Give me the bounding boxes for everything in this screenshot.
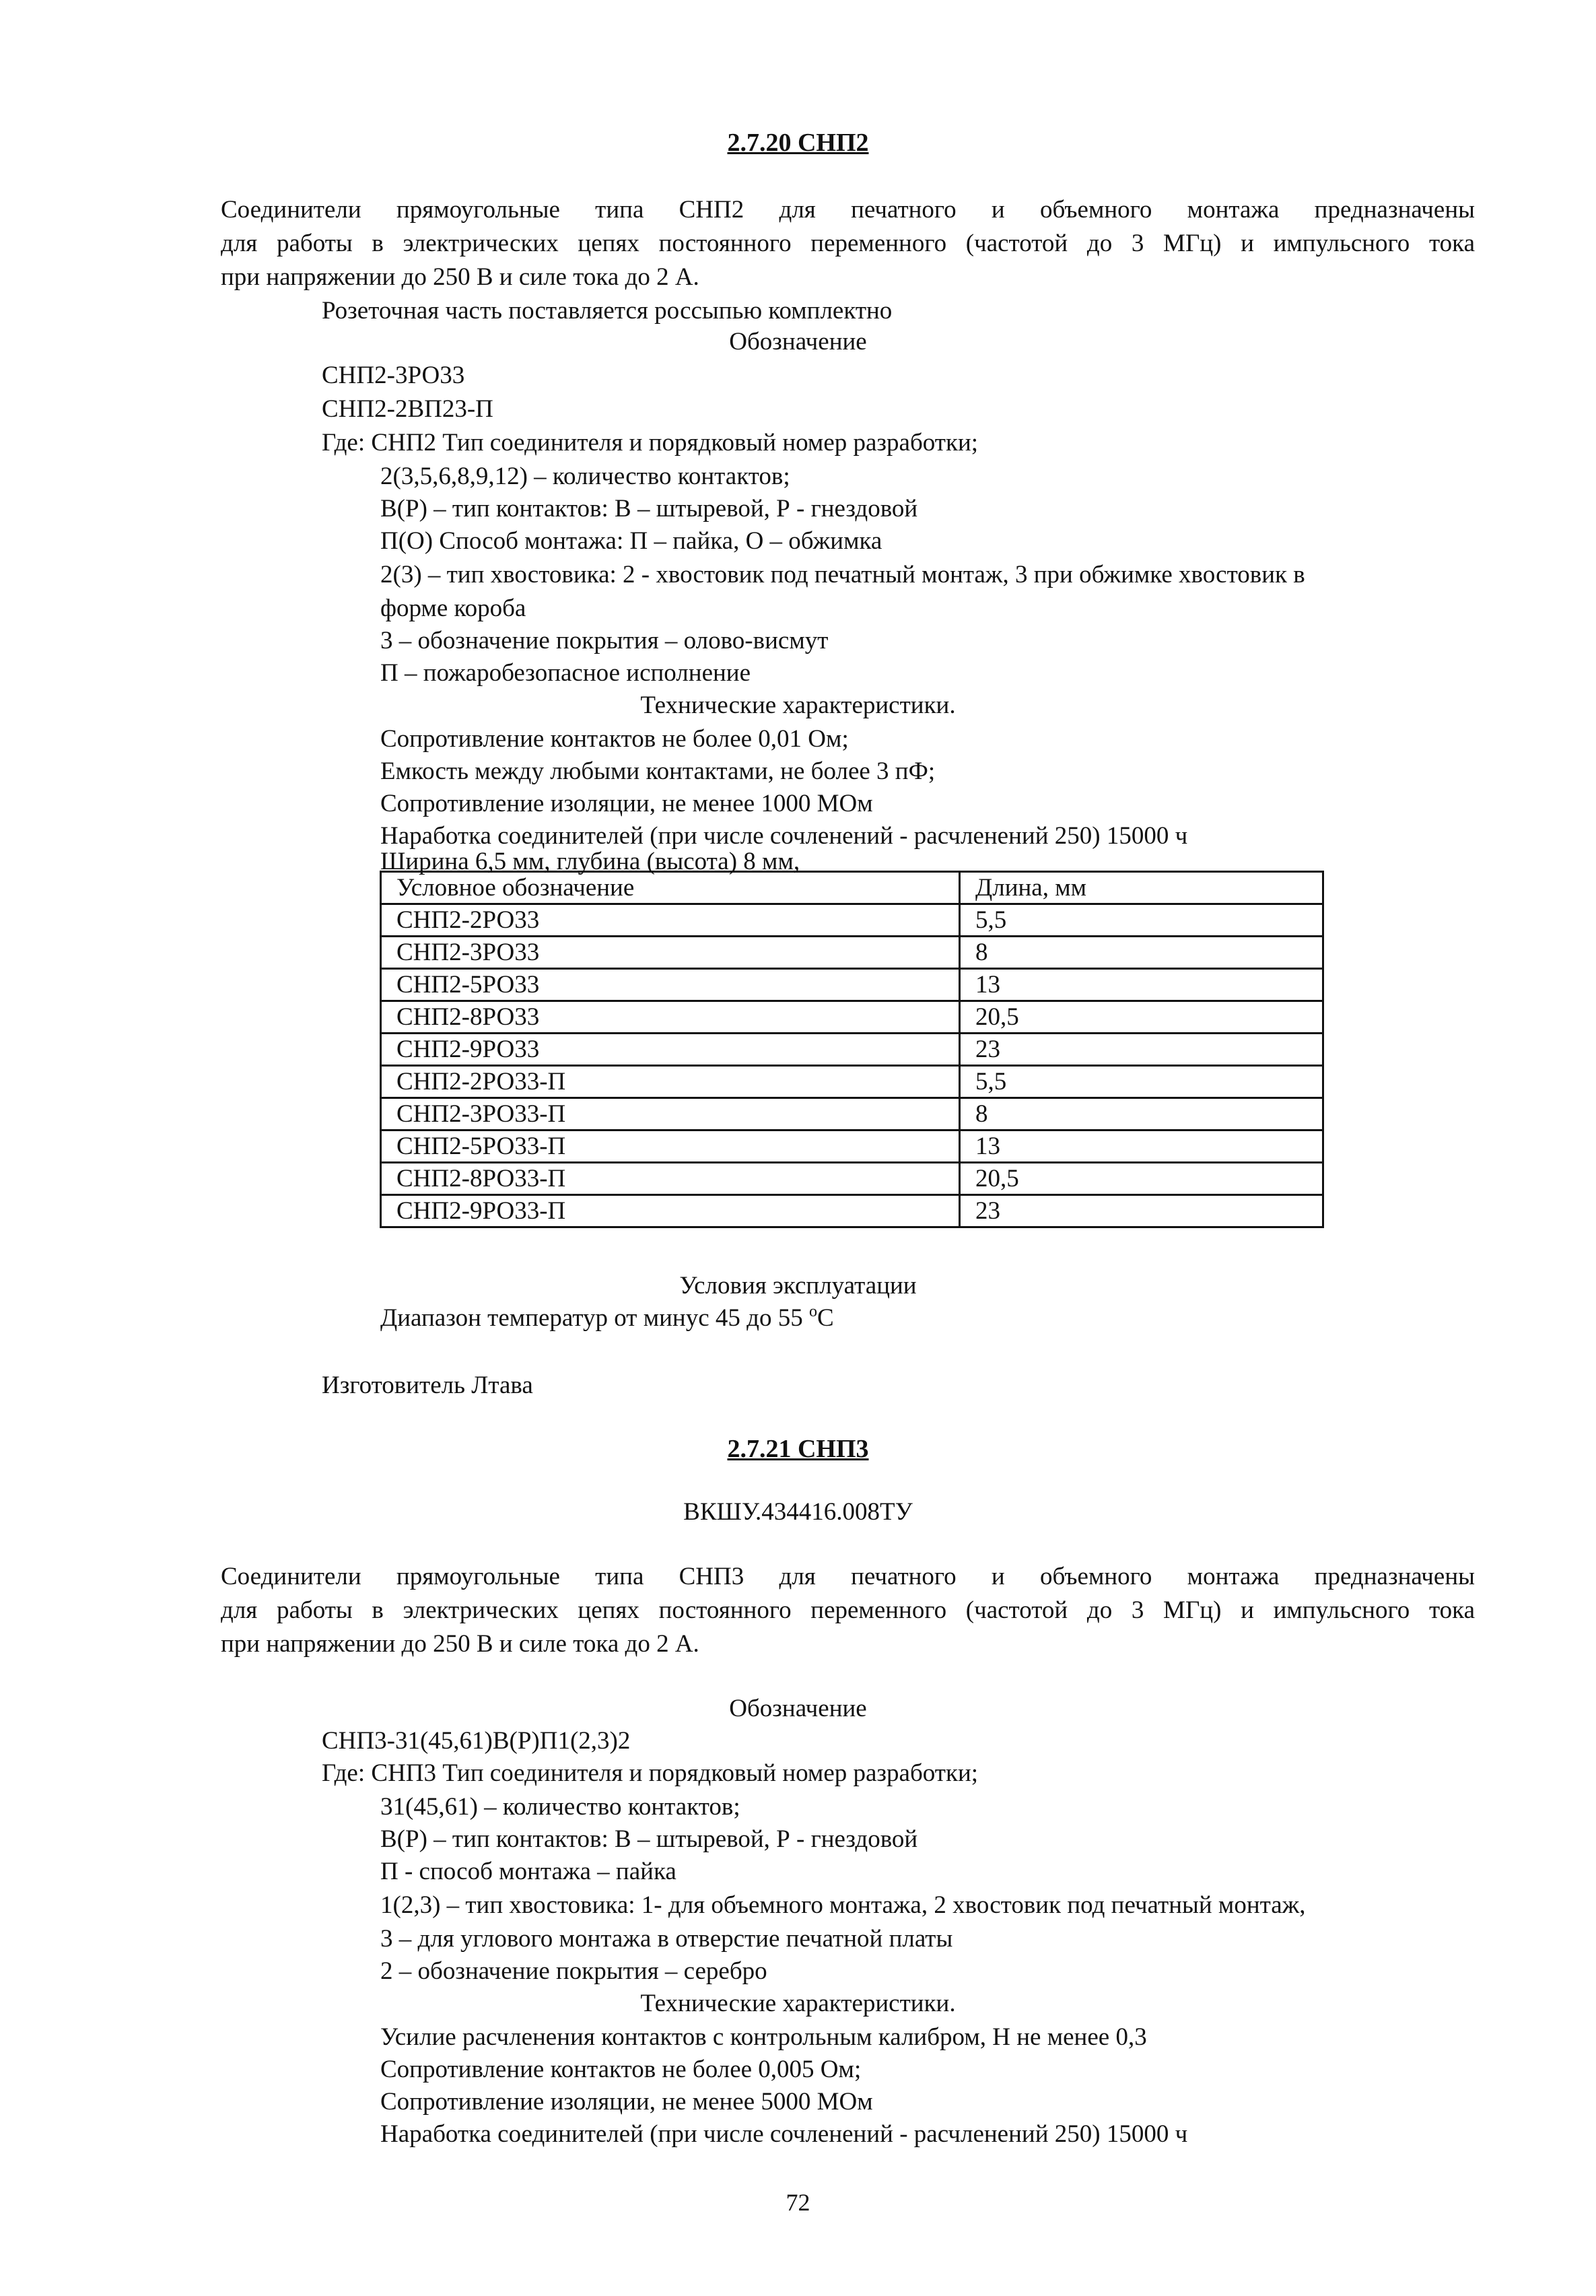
designation-title: Обозначение [729, 1695, 867, 1722]
tech-line: Сопротивление изоляции, не менее 5000 МОм [380, 2088, 873, 2116]
tech-line: Усилие расчленения контактов с контрольным калибром, Н не менее 0,3 [380, 2023, 1147, 2051]
intro-line: при напряжении до 250 В и силе тока до 2 А. [221, 263, 699, 291]
conditions-title: Условия эксплуатации [679, 1272, 917, 1299]
table-row [381, 1034, 1323, 1066]
designation-example: СНП2-2ВП23-П [322, 395, 493, 423]
length-table [380, 871, 1324, 1228]
where-line: 2(3,5,6,8,9,12) – количество контактов; [380, 463, 790, 490]
table-cell: 13 [960, 969, 1323, 1001]
where-line: П - способ монтажа – пайка [380, 1858, 676, 1885]
table-cell: СНП2-8РО33-П [381, 1163, 960, 1195]
tech-line: Наработка соединителей (при числе сочленений - расчленений 250) 15000 ч [380, 2120, 1188, 2148]
where-line: 3 – обозначение покрытия – олово-висмут [380, 627, 829, 654]
tech-line: Наработка соединителей (при числе сочленений - расчленений 250) 15000 ч [380, 822, 1188, 850]
designation-title: Обозначение [729, 328, 867, 356]
intro-line: для работы в электрических цепях постоянного переменного (частотой до 3 МГц) и импульсного тока [221, 1596, 1475, 1624]
section-heading-snp3: 2.7.21 СНП3 [727, 1435, 869, 1463]
where-line: 2 – обозначение покрытия – серебро [380, 1957, 767, 1985]
temperature-unit: С [817, 1304, 834, 1332]
where-line: 3 – для углового монтажа в отверстие печатной платы [380, 1925, 953, 1953]
intro-line: для работы в электрических цепях постоянного переменного (частотой до 3 МГц) и импульсного тока [221, 230, 1475, 257]
intro-line: при напряжении до 250 В и силе тока до 2 А. [221, 1630, 699, 1658]
table-cell: 5,5 [960, 904, 1323, 937]
table-cell: 23 [960, 1034, 1323, 1066]
designation-example: СНП3-31(45,61)В(Р)П1(2,3)2 [322, 1727, 631, 1755]
table-cell: 20,5 [960, 1163, 1323, 1195]
table-cell: 5,5 [960, 1066, 1323, 1098]
table-row [381, 937, 1323, 969]
tech-line: Сопротивление контактов не более 0,005 Ом; [380, 2056, 862, 2083]
tech-line: Ширина 6,5 мм, глубина (высота) 8 мм, [380, 848, 800, 875]
table-cell: 8 [960, 937, 1323, 969]
table-cell: СНП2-5РО33-П [381, 1130, 960, 1163]
column-header: Условное обозначение [381, 872, 960, 904]
tech-line: Емкость между любыми контактами, не более 3 пФ; [380, 757, 936, 785]
where-line: П(О) Способ монтажа: П – пайка, О – обжимка [380, 527, 882, 555]
tech-line: Сопротивление изоляции, не менее 1000 МОм [380, 790, 873, 817]
table-cell: СНП2-9РО33 [381, 1034, 960, 1066]
table-row [381, 1195, 1323, 1227]
where-line: В(Р) – тип контактов: В – штыревой, Р - гнездовой [380, 495, 918, 522]
table-cell: СНП2-3РО33 [381, 937, 960, 969]
column-header: Длина, мм [960, 872, 1323, 904]
table-cell: СНП2-8РО33 [381, 1001, 960, 1034]
designation-example: СНП2-3РО33 [322, 362, 465, 389]
table-cell: 20,5 [960, 1001, 1323, 1034]
table-row [381, 1163, 1323, 1195]
table-cell: СНП2-2РО33 [381, 904, 960, 937]
where-line: форме короба [380, 595, 526, 622]
tech-title: Технические характеристики. [640, 1990, 956, 2017]
where-line: П – пожаробезопасное исполнение [380, 659, 751, 687]
where-line: 2(3) – тип хвостовика: 2 - хвостовик под печатный монтаж, 3 при обжимке хвостовик в [380, 561, 1305, 588]
where-line: 31(45,61) – количество контактов; [380, 1793, 740, 1821]
page-number: 72 [786, 2189, 810, 2216]
section-heading-snp2: 2.7.20 СНП2 [727, 129, 869, 157]
table-cell: СНП2-3РО33-П [381, 1098, 960, 1130]
table-row [381, 969, 1323, 1001]
where-line: Где: СНП2 Тип соединителя и порядковый номер разработки; [322, 429, 979, 457]
intro-line: Соединители прямоугольные типа СНП3 для печатного и объемного монтажа предназначены [221, 1563, 1475, 1590]
table-row [381, 1066, 1323, 1098]
manufacturer: Изготовитель Лтава [322, 1372, 533, 1399]
intro-line: Соединители прямоугольные типа СНП2 для печатного и объемного монтажа предназначены [221, 196, 1475, 224]
table-row [381, 1130, 1323, 1163]
where-line: В(Р) – тип контактов: В – штыревой, Р - гнездовой [380, 1825, 918, 1853]
table-row [381, 904, 1323, 937]
table-header-row [381, 872, 1323, 904]
table-row [381, 1098, 1323, 1130]
where-line: 1(2,3) – тип хвостовика: 1- для объемного монтажа, 2 хвостовик под печатный монтаж, [380, 1891, 1306, 1919]
degree-mark: o [808, 1303, 817, 1320]
table-cell: СНП2-9РО33-П [381, 1195, 960, 1227]
table-cell: СНП2-2РО33-П [381, 1066, 960, 1098]
supply-note: Розеточная часть поставляется россыпью комплектно [322, 297, 893, 325]
where-line: Где: СНП3 Тип соединителя и порядковый номер разработки; [322, 1759, 979, 1787]
temperature-range [380, 1302, 834, 1335]
tech-title: Технические характеристики. [640, 691, 956, 719]
table-cell: 13 [960, 1130, 1323, 1163]
tech-line: Сопротивление контактов не более 0,01 Ом; [380, 725, 849, 753]
table-cell: 23 [960, 1195, 1323, 1227]
table-cell: 8 [960, 1098, 1323, 1130]
table-cell: СНП2-5РО33 [381, 969, 960, 1001]
table-row [381, 1001, 1323, 1034]
spec-code: ВКШУ.434416.008ТУ [683, 1498, 913, 1526]
temperature-text: Диапазон температур от минус 45 до 55 [380, 1304, 809, 1332]
